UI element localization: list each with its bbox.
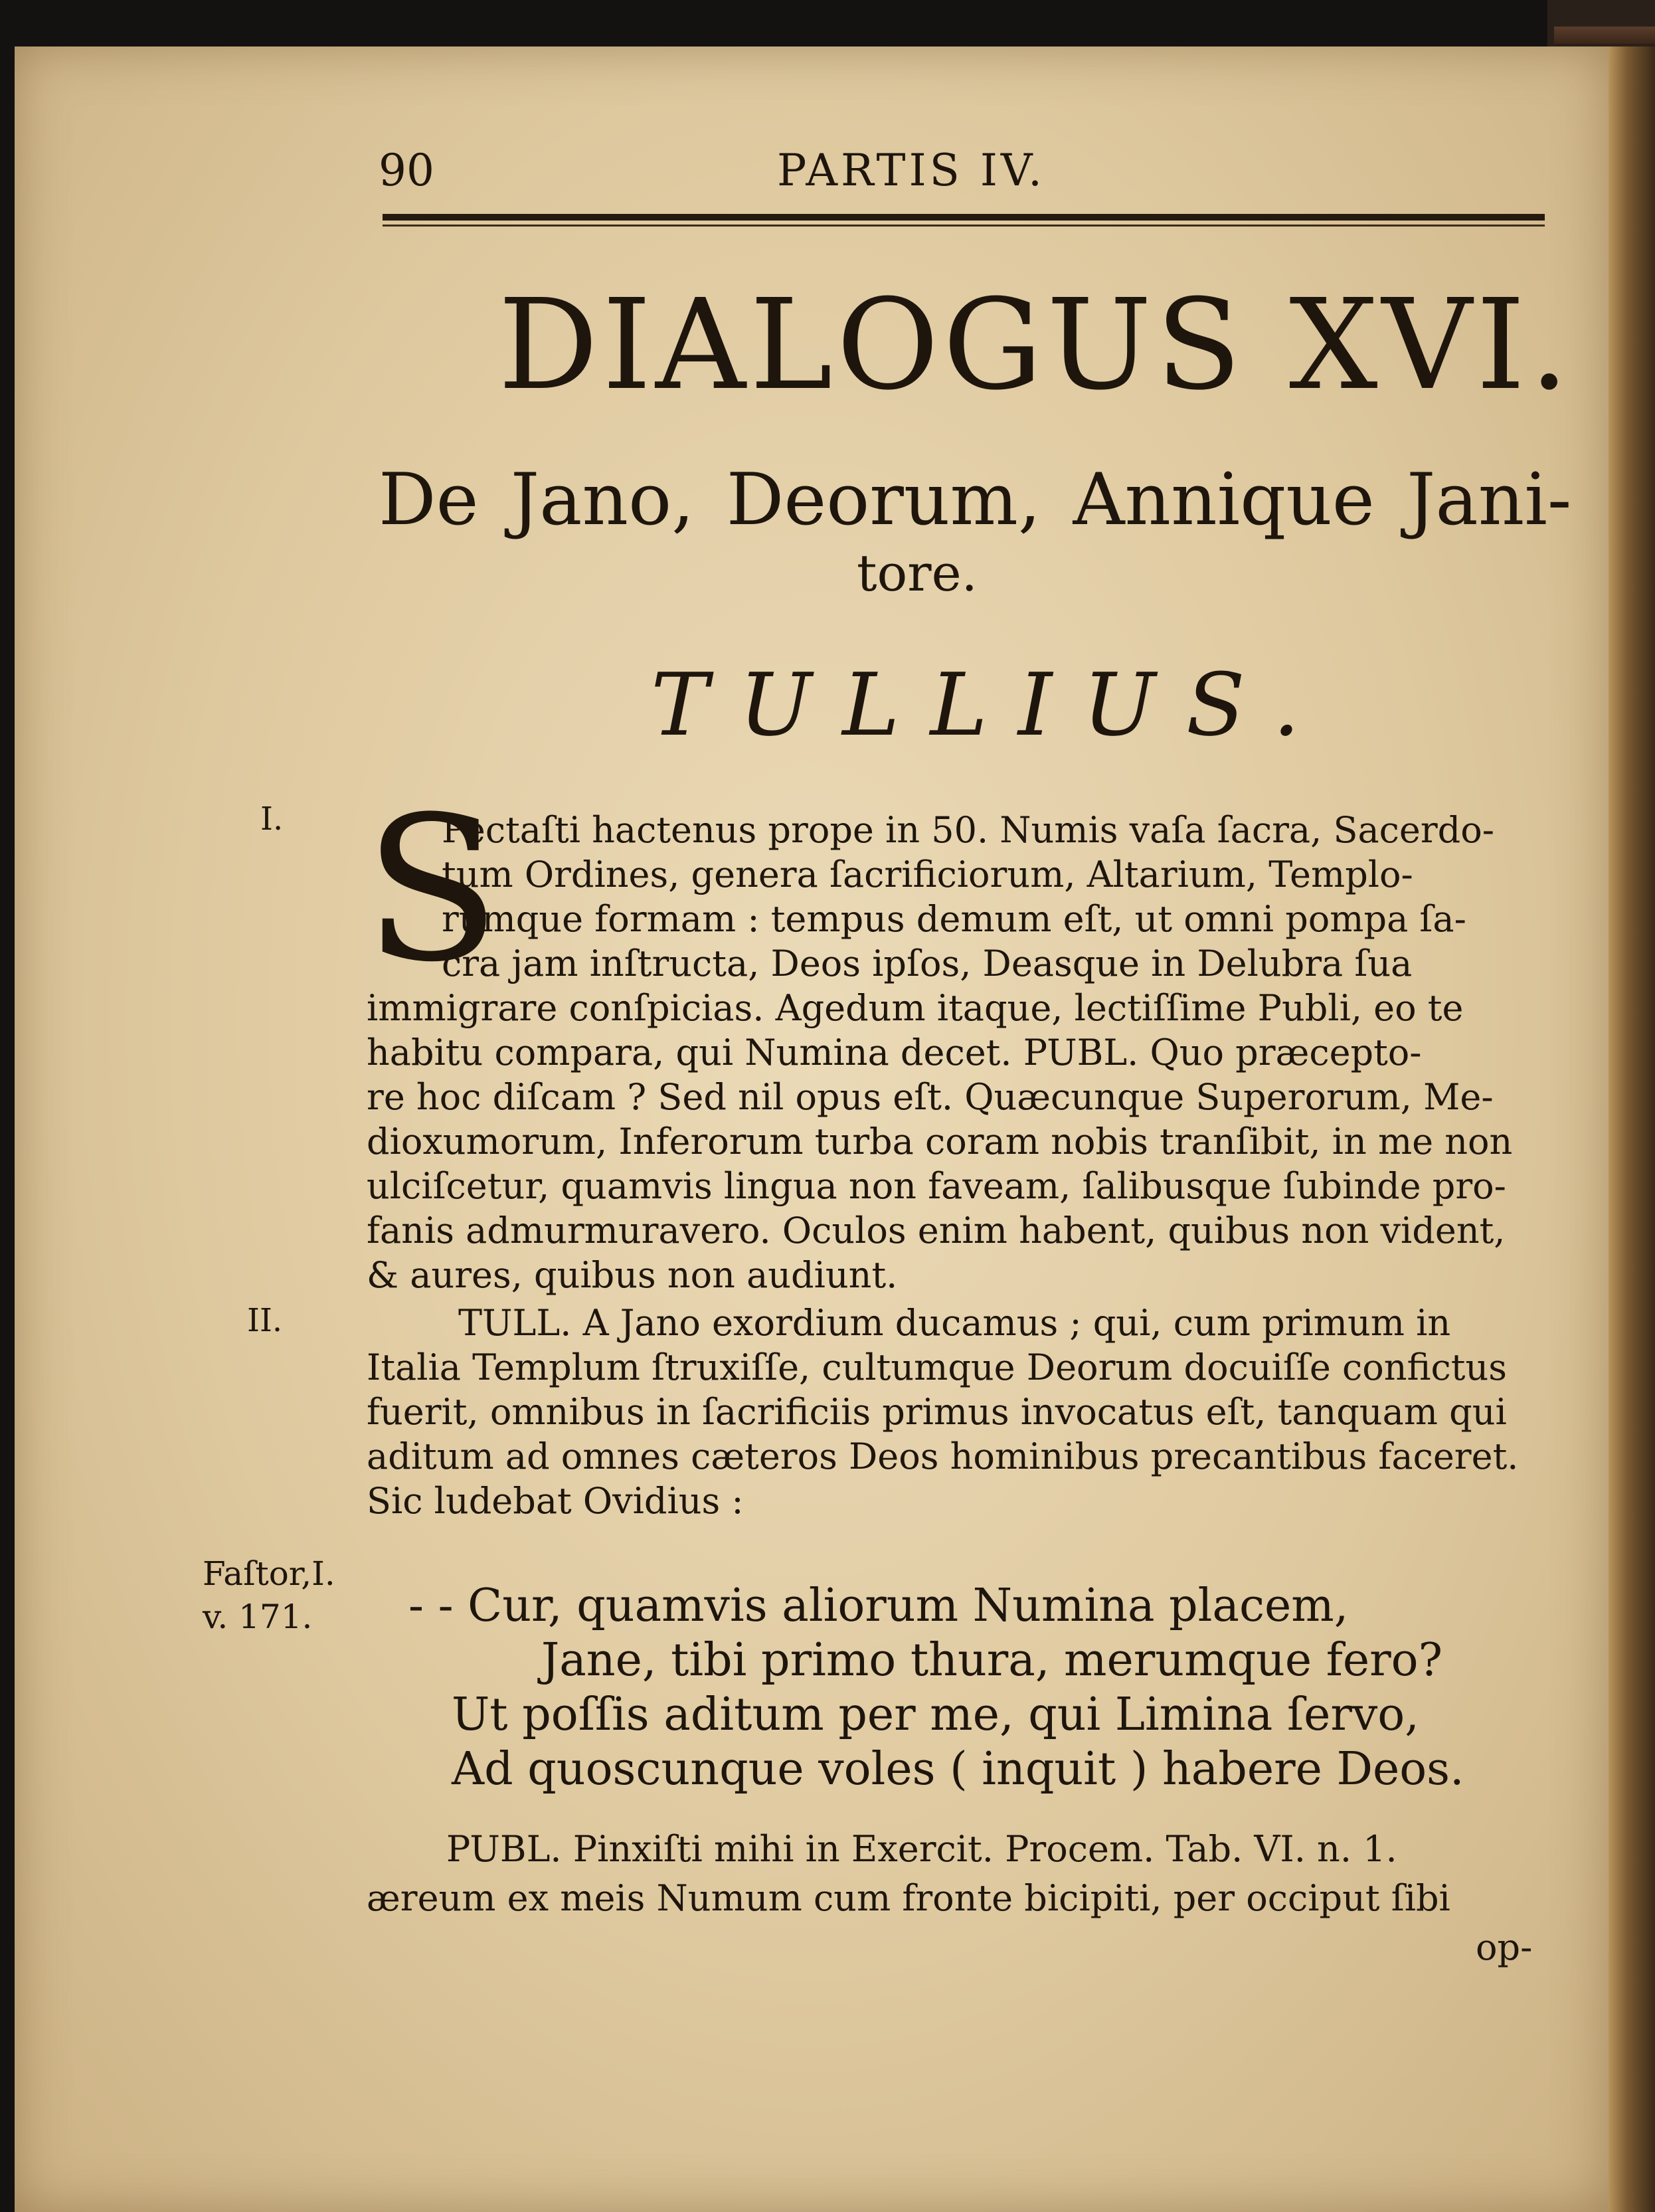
paragraph-2-line: TULL. A Jano exordium ducamus ; qui, cum primum in	[458, 1302, 1451, 1344]
book-spine-band	[1554, 27, 1655, 44]
paragraph-1-line: fanis admurmuravero. Oculos enim habent, quibus non vident,	[367, 1210, 1506, 1251]
paragraph-1-line: tum Ordines, genera ſacrificiorum, Altarium, Templo-	[442, 854, 1413, 895]
verse-line: Jane, tibi primo thura, merumque fero?	[541, 1634, 1443, 1687]
paragraph-2-line: Sic ludebat Ovidius :	[367, 1480, 744, 1522]
paragraph-3-line: æreum ex meis Numum cum fronte bicipiti, per occiput ſibi	[367, 1877, 1450, 1919]
drop-cap: S	[364, 774, 501, 1006]
paragraph-1-line: & aures, quibus non audiunt.	[367, 1254, 898, 1296]
margin-citation-2: v. 171.	[203, 1598, 313, 1636]
speaker-heading: TULLIUS.	[651, 654, 1331, 755]
verse-line: Ad quoscunque voles ( inquit ) habere Deos.	[452, 1743, 1464, 1796]
running-title: PARTIS IV.	[777, 145, 1046, 196]
margin-section-1: I.	[260, 800, 284, 838]
margin-citation-1: Faſtor,I.	[203, 1554, 335, 1593]
paragraph-1-line: re hoc diſcam ? Sed nil opus eſt. Quæcunque Superorum, Me-	[367, 1076, 1494, 1118]
paragraph-1-line: ulciſcetur, quamvis lingua non faveam, ſalibusque ſubinde pro-	[367, 1165, 1506, 1207]
paragraph-2-line: aditum ad omnes cæteros Deos hominibus precantibus faceret.	[367, 1435, 1519, 1477]
paragraph-1-line: Pectaſti hactenus prope in 50. Numis vaſa ſacra, Sacerdo-	[442, 809, 1494, 851]
subtitle-line-1: De Jano, Deorum, Annique Jani-	[379, 458, 1572, 541]
page-gutter	[1609, 46, 1655, 2212]
paragraph-1-line: dioxumorum, Inferorum turba coram nobis tranſibit, in me non	[367, 1121, 1513, 1162]
header-rule-thin	[383, 225, 1545, 227]
page-number: 90	[379, 145, 434, 196]
paragraph-2-line: Italia Templum ſtruxiſſe, cultumque Deorum docuiſſe confictus	[367, 1346, 1507, 1388]
verse-line: - - Cur, quamvis aliorum Numina placem,	[408, 1580, 1349, 1632]
dialogue-title: DIALOGUS XVI.	[498, 272, 1573, 418]
paragraph-3-line: PUBL. Pinxiſti mihi in Exercit. Procem. Tab. VI. n. 1.	[446, 1828, 1397, 1870]
paragraph-1-line: habitu compara, qui Numina decet. PUBL. Quo præcepto-	[367, 1032, 1422, 1073]
header-rule	[383, 214, 1545, 221]
paragraph-1-line: cra jam inſtructa, Deos ipſos, Deasque in Delubra ſua	[442, 943, 1413, 984]
subtitle-line-2: tore.	[857, 543, 978, 602]
margin-section-2: II.	[247, 1302, 283, 1339]
paragraph-1-line: immigrare conſpicias. Agedum itaque, lectiſſime Publi, eo te	[367, 987, 1464, 1029]
paragraph-2-line: fuerit, omnibus in ſacrificiis primus invocatus eſt, tanquam qui	[367, 1391, 1507, 1433]
catchword: op-	[1476, 1926, 1533, 1968]
verse-line: Ut poſſis aditum per me, qui Limina ſervo,	[452, 1689, 1419, 1741]
paragraph-1-line: rumque formam : tempus demum eſt, ut omni pompa ſa-	[442, 898, 1466, 940]
